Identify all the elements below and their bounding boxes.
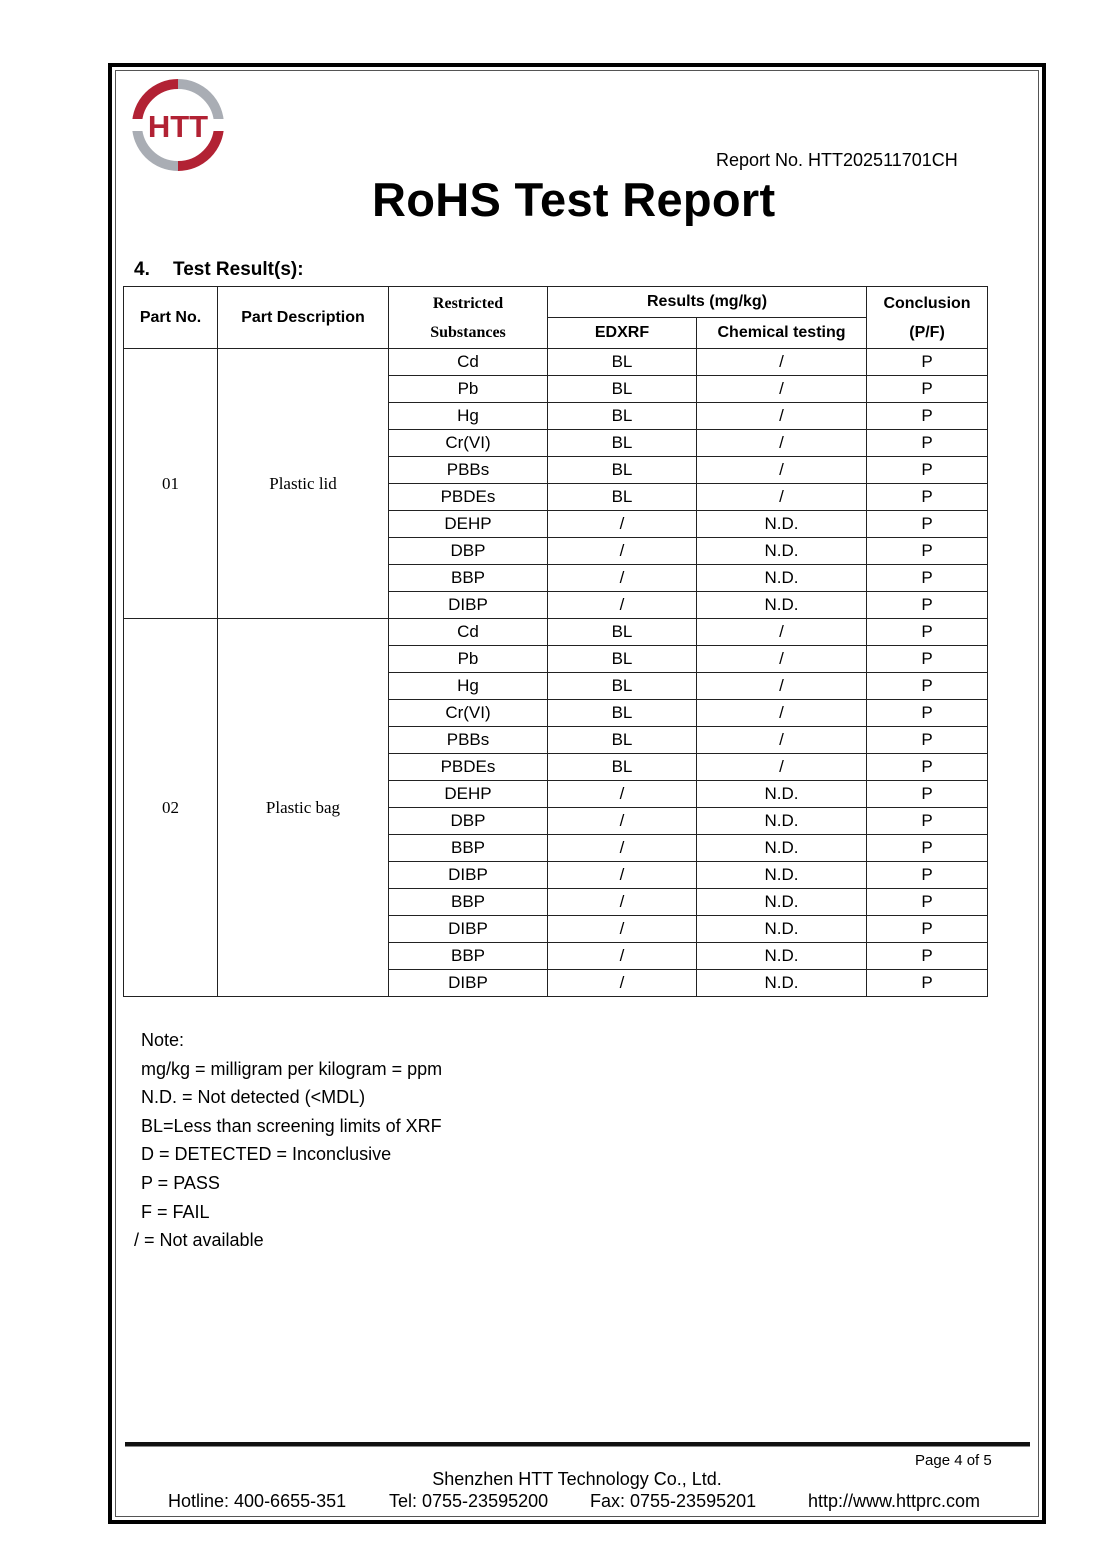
part-no-cell: 01 — [124, 349, 218, 619]
chemical-cell: / — [697, 349, 867, 376]
test-results-table — [123, 286, 988, 997]
chemical-cell: / — [697, 484, 867, 511]
edxrf-cell: / — [548, 592, 697, 619]
substance-cell: DEHP — [389, 511, 548, 538]
edxrf-cell: / — [548, 889, 697, 916]
htt-logo-icon — [132, 79, 224, 171]
telephone: Tel: 0755-23595200 — [389, 1491, 549, 1511]
website-link[interactable]: http://www.httprc.com — [808, 1491, 981, 1511]
substance-cell: Cd — [389, 619, 548, 646]
company-name: Shenzhen HTT Technology Co., Ltd. — [432, 1469, 722, 1489]
part-description-cell: Plastic bag — [218, 619, 389, 997]
edxrf-cell: / — [548, 862, 697, 889]
chemical-cell: N.D. — [697, 781, 867, 808]
chemical-cell: N.D. — [697, 862, 867, 889]
conclusion-cell: P — [867, 700, 988, 727]
substance-cell: BBP — [389, 889, 548, 916]
chemical-cell: N.D. — [697, 889, 867, 916]
edxrf-cell: BL — [548, 619, 697, 646]
edxrf-cell: BL — [548, 403, 697, 430]
substance-cell: Cr(VI) — [389, 430, 548, 457]
conclusion-cell: P — [867, 754, 988, 781]
conclusion-cell: P — [867, 673, 988, 700]
report-number: Report No. HTT202511701CH — [716, 150, 958, 170]
footer-divider — [125, 1442, 1030, 1447]
conclusion-cell: P — [867, 727, 988, 754]
substance-cell: Pb — [389, 376, 548, 403]
substance-cell: PBDEs — [389, 754, 548, 781]
note-line: D = DETECTED = Inconclusive — [141, 1144, 392, 1165]
edxrf-cell: / — [548, 538, 697, 565]
chemical-cell: N.D. — [697, 943, 867, 970]
section-title: Test Result(s): — [173, 259, 304, 280]
edxrf-cell: BL — [548, 700, 697, 727]
substance-cell: Pb — [389, 646, 548, 673]
conclusion-cell: P — [867, 889, 988, 916]
page-title: RoHS Test Report — [372, 173, 776, 226]
edxrf-cell: / — [548, 781, 697, 808]
chemical-cell: / — [697, 376, 867, 403]
note-line: mg/kg = milligram per kilogram = ppm — [141, 1058, 443, 1079]
section-number: 4. — [134, 259, 150, 280]
conclusion-cell: P — [867, 781, 988, 808]
edxrf-cell: / — [548, 808, 697, 835]
part-no-cell: 02 — [124, 619, 218, 997]
section-heading — [134, 259, 304, 281]
edxrf-cell: BL — [548, 457, 697, 484]
header-restricted-substances: Restricted Substances — [389, 287, 548, 349]
conclusion-cell: P — [867, 403, 988, 430]
header-part-description: Part Description — [218, 287, 389, 349]
conclusion-cell: P — [867, 538, 988, 565]
conclusion-cell: P — [867, 376, 988, 403]
chemical-cell: / — [697, 673, 867, 700]
table-row — [124, 349, 988, 376]
conclusion-cell: P — [867, 430, 988, 457]
substance-cell: DIBP — [389, 592, 548, 619]
chemical-cell: N.D. — [697, 916, 867, 943]
header-results: Results (mg/kg) — [548, 287, 867, 318]
header-chemical-testing: Chemical testing — [697, 318, 867, 349]
conclusion-cell: P — [867, 646, 988, 673]
substance-cell: DEHP — [389, 781, 548, 808]
conclusion-cell: P — [867, 457, 988, 484]
edxrf-cell: BL — [548, 646, 697, 673]
header-edxrf: EDXRF — [548, 318, 697, 349]
chemical-cell: / — [697, 700, 867, 727]
chemical-cell: / — [697, 430, 867, 457]
edxrf-cell: BL — [548, 727, 697, 754]
substance-cell: Hg — [389, 673, 548, 700]
chemical-cell: N.D. — [697, 592, 867, 619]
edxrf-cell: / — [548, 565, 697, 592]
chemical-cell: N.D. — [697, 835, 867, 862]
chemical-cell: N.D. — [697, 808, 867, 835]
conclusion-cell: P — [867, 349, 988, 376]
edxrf-cell: BL — [548, 349, 697, 376]
chemical-cell: / — [697, 727, 867, 754]
chemical-cell: / — [697, 619, 867, 646]
substance-cell: DIBP — [389, 862, 548, 889]
page-number: Page 4 of 5 — [915, 1452, 992, 1469]
conclusion-cell: P — [867, 835, 988, 862]
edxrf-cell: / — [548, 970, 697, 997]
note-line: N.D. = Not detected (<MDL) — [141, 1087, 366, 1108]
conclusion-cell: P — [867, 511, 988, 538]
substance-cell: Cr(VI) — [389, 700, 548, 727]
notes — [134, 1026, 442, 1255]
note-line: P = PASS — [141, 1172, 220, 1193]
header-part-no: Part No. — [124, 287, 218, 349]
edxrf-cell: BL — [548, 376, 697, 403]
part-description-cell: Plastic lid — [218, 349, 389, 619]
note-line: / = Not available — [134, 1230, 264, 1251]
svg-text:HTT: HTT — [147, 109, 209, 144]
substance-cell: PBBs — [389, 727, 548, 754]
fax: Fax: 0755-23595201 — [590, 1491, 757, 1511]
chemical-cell: N.D. — [697, 538, 867, 565]
conclusion-cell: P — [867, 484, 988, 511]
substance-cell: Hg — [389, 403, 548, 430]
table-row — [124, 619, 988, 646]
header-conclusion: Conclusion (P/F) — [867, 287, 988, 349]
substance-cell: PBDEs — [389, 484, 548, 511]
substance-cell: BBP — [389, 943, 548, 970]
conclusion-cell: P — [867, 592, 988, 619]
substance-cell: BBP — [389, 835, 548, 862]
substance-cell: DIBP — [389, 916, 548, 943]
chemical-cell: N.D. — [697, 970, 867, 997]
edxrf-cell: BL — [548, 754, 697, 781]
edxrf-cell: / — [548, 916, 697, 943]
conclusion-cell: P — [867, 970, 988, 997]
substance-cell: DIBP — [389, 970, 548, 997]
edxrf-cell: / — [548, 835, 697, 862]
substance-cell: PBBs — [389, 457, 548, 484]
substance-cell: Cd — [389, 349, 548, 376]
note-line: F = FAIL — [141, 1201, 210, 1222]
conclusion-cell: P — [867, 619, 988, 646]
chemical-cell: / — [697, 754, 867, 781]
substance-cell: DBP — [389, 808, 548, 835]
conclusion-cell: P — [867, 916, 988, 943]
substance-cell: DBP — [389, 538, 548, 565]
hotline: Hotline: 400-6655-351 — [168, 1491, 347, 1511]
chemical-cell: N.D. — [697, 511, 867, 538]
edxrf-cell: BL — [548, 484, 697, 511]
chemical-cell: / — [697, 457, 867, 484]
edxrf-cell: BL — [548, 673, 697, 700]
note-line: BL=Less than screening limits of XRF — [141, 1115, 442, 1136]
edxrf-cell: / — [548, 943, 697, 970]
chemical-cell: / — [697, 646, 867, 673]
edxrf-cell: BL — [548, 430, 697, 457]
conclusion-cell: P — [867, 943, 988, 970]
conclusion-cell: P — [867, 565, 988, 592]
note-heading: Note: — [141, 1030, 185, 1050]
substance-cell: BBP — [389, 565, 548, 592]
edxrf-cell: / — [548, 511, 697, 538]
chemical-cell: N.D. — [697, 565, 867, 592]
chemical-cell: / — [697, 403, 867, 430]
conclusion-cell: P — [867, 808, 988, 835]
conclusion-cell: P — [867, 862, 988, 889]
